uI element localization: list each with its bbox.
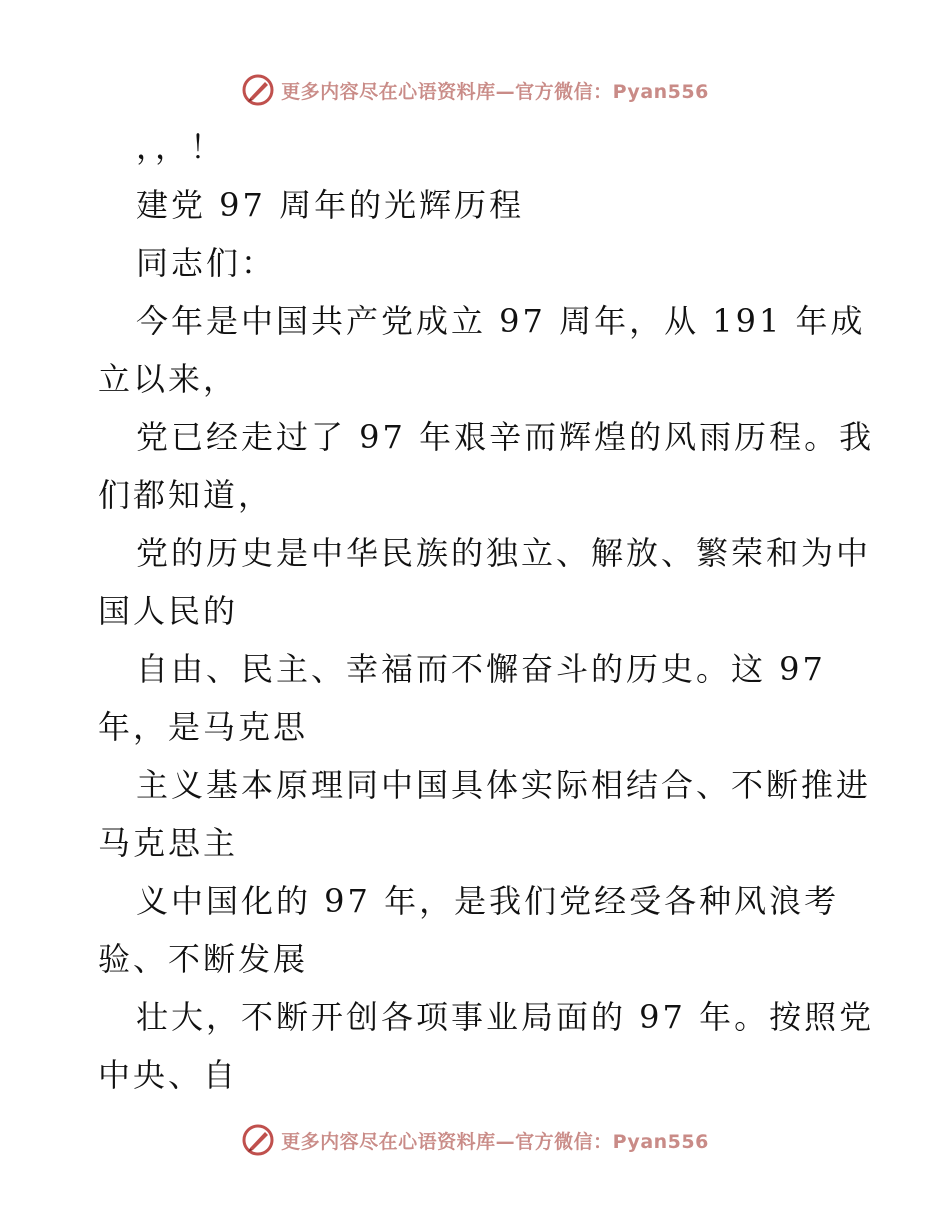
text-line: 年，是马克思 [98, 708, 309, 746]
text-line: ，，！ [136, 128, 226, 166]
text-line: 义中国化的 97 年，是我们党经受各种风浪考 [136, 882, 840, 920]
text-line: 马克思主 [98, 824, 239, 862]
pen-logo-icon [241, 1123, 275, 1157]
text-line: 立以来， [98, 360, 239, 398]
text-line: 主义基本原理同中国具体实际相结合、不断推进 [136, 766, 872, 804]
watermark-text: 更多内容尽在心语资料库—官方微信：Pyan556 [281, 80, 709, 103]
pen-logo-icon [241, 73, 275, 107]
header-watermark [0, 70, 950, 110]
document-title: 建党 97 周年的光辉历程 [136, 186, 525, 224]
text-line: 今年是中国共产党成立 97 周年，从 191 年成 [136, 302, 866, 340]
document-body [98, 118, 875, 1104]
text-line: 中央、自 [98, 1056, 239, 1094]
text-line: 党已经走过了 97 年艰辛而辉煌的风雨历程。我 [136, 418, 875, 456]
text-line: 壮大，不断开创各项事业局面的 97 年。按照党 [136, 998, 875, 1036]
text-line: 党的历史是中华民族的独立、解放、繁荣和为中 [136, 534, 872, 572]
text-line: 们都知道， [98, 476, 274, 514]
text-line: 验、不断发展 [98, 940, 309, 978]
watermark-text: 更多内容尽在心语资料库—官方微信：Pyan556 [281, 1130, 709, 1153]
text-line: 国人民的 [98, 592, 239, 630]
salutation: 同志们： [136, 244, 277, 282]
footer-watermark [0, 1120, 950, 1160]
text-line: 自由、民主、幸福而不懈奋斗的历史。这 97 [136, 650, 826, 688]
